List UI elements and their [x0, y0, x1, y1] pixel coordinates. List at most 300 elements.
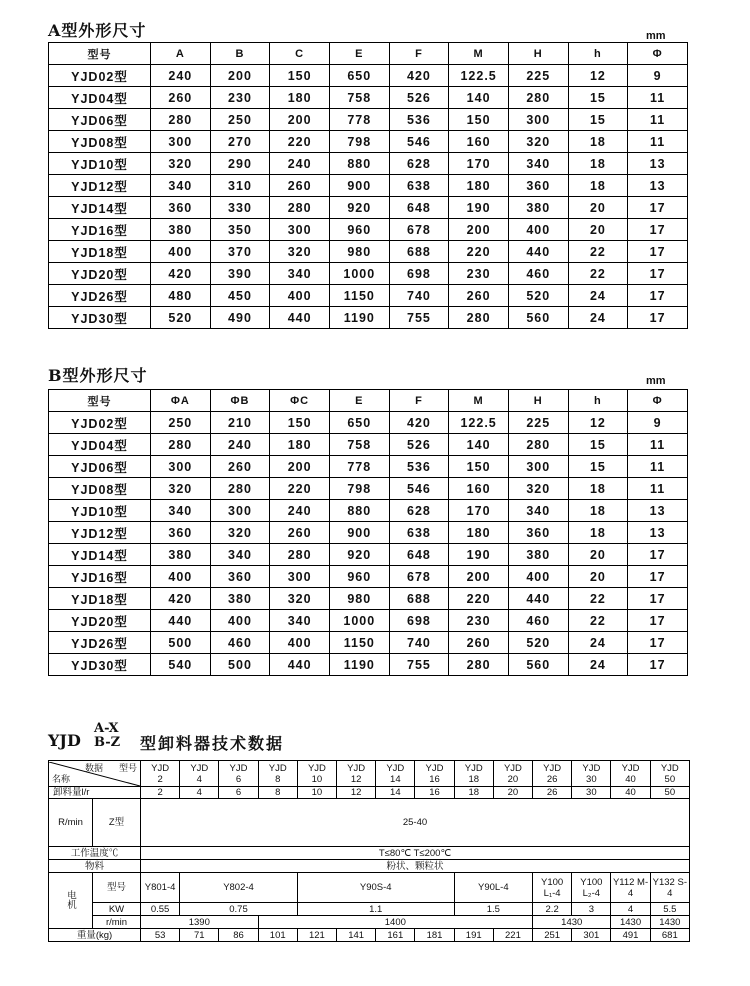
value-cell: 320: [270, 588, 330, 610]
table-row: [49, 654, 688, 676]
weight-cell: 181: [415, 929, 454, 942]
value-cell: 1150: [329, 632, 389, 654]
value-cell: 17: [628, 544, 688, 566]
section-b-unit: mm: [646, 375, 666, 387]
value-cell: 400: [151, 566, 211, 588]
table-row: [49, 588, 688, 610]
model-prefix: YJD: [307, 762, 326, 774]
column-header: B: [210, 43, 270, 65]
value-cell: 980: [329, 241, 389, 263]
value-cell: 546: [389, 478, 449, 500]
model-prefix: YJD: [229, 762, 248, 774]
corner-bottom-label: 名称: [52, 773, 71, 784]
rmin-cell: 1390: [141, 916, 259, 929]
value-cell: 15: [568, 87, 628, 109]
value-cell: 280: [508, 87, 568, 109]
rmin-label: r/min: [93, 916, 141, 929]
value-cell: 180: [449, 175, 509, 197]
speed-type: Z型: [93, 799, 141, 847]
table-row: [49, 87, 688, 109]
column-header: ΦC: [270, 390, 330, 412]
weight-cell: 681: [650, 929, 689, 942]
kw-cell: 2.2: [533, 903, 572, 916]
model-number: 50: [664, 773, 676, 785]
value-cell: 420: [389, 412, 449, 434]
tech-table: [48, 760, 690, 942]
value-cell: 320: [151, 153, 211, 175]
kw-cell: 4: [611, 903, 650, 916]
model-cell: YJD20型: [49, 263, 151, 285]
model-prefix: YJD: [543, 762, 562, 774]
table-row: [49, 307, 688, 329]
column-header: h: [568, 390, 628, 412]
value-cell: 628: [389, 153, 449, 175]
model-prefix: YJD: [386, 762, 405, 774]
value-cell: 160: [449, 131, 509, 153]
column-header: F: [389, 390, 449, 412]
model-cell: YJD30型: [49, 307, 151, 329]
model-number: 4: [196, 773, 202, 785]
value-cell: 17: [628, 241, 688, 263]
value-cell: 798: [329, 478, 389, 500]
model-cell: YJD10型: [49, 153, 151, 175]
value-cell: 18: [568, 175, 628, 197]
value-cell: 440: [270, 307, 330, 329]
value-cell: 280: [449, 654, 509, 676]
value-cell: 18: [568, 500, 628, 522]
value-cell: 260: [270, 175, 330, 197]
speed-label: R/min: [49, 799, 93, 847]
model-prefix: YJD: [151, 762, 170, 774]
value-cell: 880: [329, 153, 389, 175]
header-row: [49, 390, 688, 412]
motor-label: 电机: [65, 889, 76, 909]
value-cell: 340: [270, 610, 330, 632]
value-cell: 9: [628, 412, 688, 434]
value-cell: 24: [568, 307, 628, 329]
value-cell: 22: [568, 610, 628, 632]
tech-title-bottom: B-Z: [94, 735, 121, 750]
value-cell: 1190: [329, 654, 389, 676]
value-cell: 250: [151, 412, 211, 434]
table-row: [49, 434, 688, 456]
value-cell: 360: [151, 522, 211, 544]
value-cell: 340: [270, 263, 330, 285]
rmin-cell: 1430: [650, 916, 689, 929]
value-cell: 13: [628, 522, 688, 544]
value-cell: 280: [151, 434, 211, 456]
weight-cell: 71: [180, 929, 219, 942]
value-cell: 18: [568, 478, 628, 500]
table-row: [49, 632, 688, 654]
section-b-table: [48, 389, 688, 676]
model-number: 12: [350, 773, 362, 785]
model-prefix: YJD: [347, 762, 366, 774]
value-cell: 260: [270, 522, 330, 544]
value-cell: 17: [628, 219, 688, 241]
value-cell: 340: [151, 175, 211, 197]
kw-cell: 0.75: [180, 903, 298, 916]
section-a-unit: mm: [646, 30, 666, 42]
model-cell: YJD10型: [49, 500, 151, 522]
value-cell: 880: [329, 500, 389, 522]
model-header: [219, 761, 258, 787]
value-cell: 740: [389, 632, 449, 654]
column-header: Φ: [628, 43, 688, 65]
value-cell: 400: [270, 285, 330, 307]
value-cell: 220: [449, 241, 509, 263]
section-b-title: B型外形尺寸: [48, 366, 148, 385]
weight-cell: 301: [572, 929, 611, 942]
value-cell: 310: [210, 175, 270, 197]
weight-cell: 491: [611, 929, 650, 942]
value-cell: 546: [389, 131, 449, 153]
model-cell: YJD12型: [49, 175, 151, 197]
weight-cell: 86: [219, 929, 258, 942]
kw-cell: 1.5: [454, 903, 532, 916]
kw-cell: 5.5: [650, 903, 689, 916]
value-cell: 648: [389, 197, 449, 219]
value-cell: 400: [210, 610, 270, 632]
capacity-cell: 18: [454, 787, 493, 799]
table-row: [49, 241, 688, 263]
value-cell: 300: [210, 500, 270, 522]
value-cell: 200: [270, 109, 330, 131]
value-cell: 340: [508, 500, 568, 522]
value-cell: 536: [389, 456, 449, 478]
value-cell: 13: [628, 175, 688, 197]
capacity-cell: 30: [572, 787, 611, 799]
value-cell: 340: [151, 500, 211, 522]
model-number: 40: [625, 773, 636, 785]
table-row: [49, 500, 688, 522]
value-cell: 638: [389, 522, 449, 544]
value-cell: 638: [389, 175, 449, 197]
value-cell: 17: [628, 307, 688, 329]
header-row: [49, 43, 688, 65]
value-cell: 678: [389, 566, 449, 588]
tech-title-top: A-X: [94, 721, 119, 736]
value-cell: 798: [329, 131, 389, 153]
model-cell: YJD06型: [49, 456, 151, 478]
value-cell: 380: [151, 219, 211, 241]
value-cell: 200: [270, 456, 330, 478]
value-cell: 400: [270, 632, 330, 654]
column-header: H: [508, 390, 568, 412]
model-cell: YJD26型: [49, 285, 151, 307]
value-cell: 260: [210, 456, 270, 478]
value-cell: 778: [329, 456, 389, 478]
value-cell: 220: [270, 131, 330, 153]
value-cell: 900: [329, 522, 389, 544]
column-header: E: [329, 43, 389, 65]
value-cell: 17: [628, 285, 688, 307]
table-row: [49, 285, 688, 307]
value-cell: 755: [389, 654, 449, 676]
capacity-cell: 4: [180, 787, 219, 799]
value-cell: 678: [389, 219, 449, 241]
value-cell: 540: [151, 654, 211, 676]
value-cell: 1000: [329, 610, 389, 632]
model-header: [337, 761, 376, 787]
value-cell: 22: [568, 263, 628, 285]
column-header: Φ: [628, 390, 688, 412]
table-row: [49, 544, 688, 566]
model-cell: YJD08型: [49, 131, 151, 153]
value-cell: 340: [210, 544, 270, 566]
value-cell: 1150: [329, 285, 389, 307]
table-row: [49, 478, 688, 500]
value-cell: 460: [508, 610, 568, 632]
value-cell: 230: [449, 263, 509, 285]
value-cell: 320: [508, 131, 568, 153]
model-header: [533, 761, 572, 787]
value-cell: 360: [210, 566, 270, 588]
model-prefix: YJD: [582, 762, 601, 774]
value-cell: 420: [389, 65, 449, 87]
value-cell: 11: [628, 456, 688, 478]
capacity-cell: 8: [258, 787, 297, 799]
value-cell: 300: [270, 219, 330, 241]
model-header: [493, 761, 532, 787]
value-cell: 150: [449, 109, 509, 131]
value-cell: 13: [628, 153, 688, 175]
value-cell: 740: [389, 285, 449, 307]
value-cell: 648: [389, 544, 449, 566]
motor-model-cell: Y112 M-4: [611, 873, 650, 903]
model-header: [258, 761, 297, 787]
temp-label: 工作温度℃: [49, 847, 141, 860]
value-cell: 520: [508, 285, 568, 307]
value-cell: 17: [628, 588, 688, 610]
value-cell: 560: [508, 654, 568, 676]
motor-model-cell: Y100 L₁-4: [533, 873, 572, 903]
value-cell: 300: [508, 109, 568, 131]
column-header: H: [508, 43, 568, 65]
value-cell: 15: [568, 434, 628, 456]
table-row: [49, 175, 688, 197]
motor-model-cell: Y100 L₂-4: [572, 873, 611, 903]
value-cell: 190: [449, 197, 509, 219]
model-number: 2: [157, 773, 163, 785]
value-cell: 370: [210, 241, 270, 263]
value-cell: 20: [568, 197, 628, 219]
value-cell: 526: [389, 434, 449, 456]
value-cell: 520: [508, 632, 568, 654]
model-header: [376, 761, 415, 787]
value-cell: 24: [568, 654, 628, 676]
corner-cell: [49, 761, 141, 787]
value-cell: 20: [568, 544, 628, 566]
table-row: [49, 610, 688, 632]
value-cell: 225: [508, 412, 568, 434]
value-cell: 300: [151, 456, 211, 478]
capacity-cell: 10: [297, 787, 336, 799]
column-header: 型号: [49, 43, 151, 65]
value-cell: 12: [568, 65, 628, 87]
value-cell: 290: [210, 153, 270, 175]
value-cell: 11: [628, 131, 688, 153]
value-cell: 440: [151, 610, 211, 632]
model-header: [454, 761, 493, 787]
weight-label: 重量(kg): [49, 929, 141, 942]
value-cell: 280: [508, 434, 568, 456]
table-row: [49, 65, 688, 87]
weight-cell: 191: [454, 929, 493, 942]
table-row: [49, 153, 688, 175]
value-cell: 11: [628, 434, 688, 456]
value-cell: 280: [270, 544, 330, 566]
model-cell: YJD06型: [49, 109, 151, 131]
value-cell: 9: [628, 65, 688, 87]
capacity-cell: 2: [141, 787, 180, 799]
value-cell: 755: [389, 307, 449, 329]
rmin-cell: 1430: [533, 916, 611, 929]
value-cell: 960: [329, 566, 389, 588]
value-cell: 150: [270, 65, 330, 87]
value-cell: 260: [449, 632, 509, 654]
value-cell: 24: [568, 285, 628, 307]
value-cell: 778: [329, 109, 389, 131]
value-cell: 13: [628, 500, 688, 522]
kw-cell: 3: [572, 903, 611, 916]
motor-model-cell: Y801-4: [141, 873, 180, 903]
section-a-title: A型外形尺寸: [48, 21, 147, 40]
value-cell: 140: [449, 434, 509, 456]
value-cell: 300: [508, 456, 568, 478]
value-cell: 240: [270, 153, 330, 175]
value-cell: 240: [270, 500, 330, 522]
value-cell: 200: [449, 566, 509, 588]
value-cell: 122.5: [449, 412, 509, 434]
value-cell: 150: [270, 412, 330, 434]
value-cell: 698: [389, 610, 449, 632]
model-number: 14: [390, 773, 401, 785]
value-cell: 688: [389, 588, 449, 610]
value-cell: 350: [210, 219, 270, 241]
model-cell: YJD20型: [49, 610, 151, 632]
table-row: [49, 566, 688, 588]
value-cell: 758: [329, 87, 389, 109]
value-cell: 380: [508, 544, 568, 566]
value-cell: 960: [329, 219, 389, 241]
value-cell: 420: [151, 588, 211, 610]
capacity-cell: 12: [337, 787, 376, 799]
column-header: h: [568, 43, 628, 65]
value-cell: 440: [508, 241, 568, 263]
table-row: [49, 109, 688, 131]
value-cell: 460: [508, 263, 568, 285]
tech-title-fraction: [94, 722, 120, 750]
model-header: [611, 761, 650, 787]
value-cell: 240: [210, 434, 270, 456]
motor-model-label: 型号: [93, 873, 141, 903]
model-cell: YJD14型: [49, 197, 151, 219]
value-cell: 420: [151, 263, 211, 285]
value-cell: 490: [210, 307, 270, 329]
model-header: [415, 761, 454, 787]
model-cell: YJD04型: [49, 87, 151, 109]
value-cell: 170: [449, 153, 509, 175]
model-header: [141, 761, 180, 787]
table-row: [49, 456, 688, 478]
model-number: 6: [235, 773, 242, 785]
value-cell: 225: [508, 65, 568, 87]
motor-model-cell: Y90S-4: [297, 873, 454, 903]
model-number: 8: [275, 773, 281, 785]
value-cell: 17: [628, 566, 688, 588]
value-cell: 20: [568, 566, 628, 588]
model-cell: YJD16型: [49, 566, 151, 588]
value-cell: 280: [210, 478, 270, 500]
model-cell: YJD02型: [49, 65, 151, 87]
model-cell: YJD08型: [49, 478, 151, 500]
value-cell: 526: [389, 87, 449, 109]
table-row: [49, 197, 688, 219]
value-cell: 560: [508, 307, 568, 329]
model-cell: YJD30型: [49, 654, 151, 676]
value-cell: 500: [210, 654, 270, 676]
table-row: [49, 263, 688, 285]
temp-value: T≤80℃ T≤200℃: [141, 847, 690, 860]
capacity-cell: 6: [219, 787, 258, 799]
tech-title: [48, 722, 448, 758]
value-cell: 400: [151, 241, 211, 263]
value-cell: 320: [270, 241, 330, 263]
model-prefix: YJD: [464, 762, 483, 774]
value-cell: 280: [270, 197, 330, 219]
value-cell: 11: [628, 109, 688, 131]
value-cell: 980: [329, 588, 389, 610]
tech-title-prefix: YJD: [48, 731, 81, 750]
kw-cell: 0.55: [141, 903, 180, 916]
weight-cell: 141: [337, 929, 376, 942]
column-header: A: [151, 43, 211, 65]
value-cell: 300: [270, 566, 330, 588]
value-cell: 17: [628, 263, 688, 285]
weight-cell: 101: [258, 929, 297, 942]
value-cell: 400: [508, 566, 568, 588]
value-cell: 210: [210, 412, 270, 434]
value-cell: 650: [329, 412, 389, 434]
capacity-cell: 20: [493, 787, 532, 799]
value-cell: 270: [210, 131, 270, 153]
weight-cell: 53: [141, 929, 180, 942]
value-cell: 440: [508, 588, 568, 610]
capacity-cell: 40: [611, 787, 650, 799]
capacity-cell: 14: [376, 787, 415, 799]
value-cell: 320: [151, 478, 211, 500]
value-cell: 260: [151, 87, 211, 109]
value-cell: 190: [449, 544, 509, 566]
material-label: 物料: [49, 860, 141, 873]
corner-mid-label: 数据: [85, 762, 104, 773]
value-cell: 688: [389, 241, 449, 263]
value-cell: 11: [628, 87, 688, 109]
value-cell: 650: [329, 65, 389, 87]
value-cell: 330: [210, 197, 270, 219]
value-cell: 340: [508, 153, 568, 175]
model-prefix: YJD: [503, 762, 522, 774]
value-cell: 15: [568, 109, 628, 131]
weight-cell: 251: [533, 929, 572, 942]
value-cell: 450: [210, 285, 270, 307]
value-cell: 180: [270, 87, 330, 109]
value-cell: 170: [449, 500, 509, 522]
value-cell: 260: [449, 285, 509, 307]
model-prefix: YJD: [660, 762, 679, 774]
capacity-cell: 26: [533, 787, 572, 799]
